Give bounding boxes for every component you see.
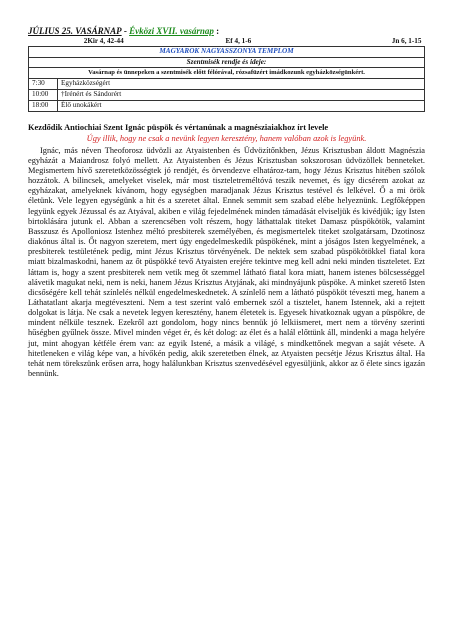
schedule-heading: Szentmisék rendje és ideje: [29, 57, 425, 67]
mass-time: 10:00 [29, 89, 58, 100]
article-motto: Úgy illik, hogy ne csak a nevünk legyen keresztény, hanem valóban azok is legyünk. [86, 133, 367, 143]
date-header [28, 26, 425, 37]
bulletin-page [28, 26, 425, 379]
mass-row [29, 89, 425, 100]
church-name: MAGYAROK NAGYASSZONYA TEMPLOM [29, 47, 425, 57]
mass-intention: Élő unokákért [58, 100, 425, 111]
schedule-table [28, 37, 425, 112]
mass-intention: Egyházközségért [58, 78, 425, 89]
rosary-notice: Vasárnap és ünnepeken a szentmisék előtt félórával, rózsafüzért imádkozunk egyházközségünkért. [29, 68, 425, 78]
date-text: JÚLIUS 25. VASÁRNAP [28, 26, 122, 36]
mass-row [29, 78, 425, 89]
article-body: Ignác, más néven Theoforosz üdvözli az Atyaistenben és Üdvözítőnkben, Jézus Krisztusban áldott Magnészia egyházát a Maiandrosz folyó mellett. Az Atyaistenben és Jézus Krisztusban sokszorosan üdvözöllek benneteket. Megismertem hívő szeretetközösségtek jó rendjét, és örvendezve elhatároz-tam, hogy Jézus Krisztus hitében szólok hozzátok. A bilincsek, amelyeket viselek, már most tiszteletreméltóvá teszik nevemet, és így dicsérem azokat az egyházakat, amelyeknek kívánom, hogy egységben maradjanak Jézus Krisztus testével és lelkével. Ő a mi örök életünk. Vele legyen egységünk a hit és a szeretet által. Ennek semmit sem szabad elébe helyeznünk. Legfőképpen legyünk egyek Jézussal és az Atyával, akiben e világ fejedelmének minden támadását elviseljük és kivédjük; így Isten birtoklására jutunk el. Abban a szerencsében volt részem, hogy láthattalak titeket Damasz püspökötök, valamint Basszusz és Apolloniosz Istenhez méltó presbiterek személyében, és megismertelek titeket szolgatársam, Dzotinosz diakónus által is. Őt nagyon szeretem, mert úgy engedelmeskedik püspökének, mint a jóságos Isten kegyelmének, a presbiterek testületének pedig, mint Jézus Krisztus törvényének. De nektek sem szabad püspökötökkel fiatal kora miatt bizalmaskodni, hanem az őt püspökké tevő Atyaisten erejére tekintve meg kell adni neki minden tiszteletet. Ezt láttam is, hogy a szent presbiterek nem vetik meg őt szemmel látható fiatal kora miatt, hanem istenes bölcsességgel alávetik magukat neki, nem is neki, hanem Jézus Krisztus Atyjának, aki mindnyájunk püspöke. A minket szerető Isten dicsőségére kell tehát színlelés nélkül engedelmeskednetek. A színlelő nem a látható püspököt téveszti meg, hanem a Láthatatlant akarja megtéveszteni. Nem a test szerint való embernek szól a tisztelet, hanem Istennek, aki a rejtett dolgokat is látja. Ne csak a nevetek legyen keresztény, hanem életetek is. Egyesek hivatkoznak ugyan a püspökre, de mindent nélküle tesznek. Ezekről azt gondolom, hogy nincs bennük jó lelkiismeret, mert nem a törvény szerinti hűségben gyűlnek össze. Mivel minden véget ér, és két dolog: az élet és a halál előttünk áll, mindenki a maga helyére jut, mint ahogyan kétféle érem van: az egyik Istené, a másik a világé, s mindkettőnek megvan a saját vésete. A hitetleneken e világ képe van, a hívőkén pedig, akik szeretetben élnek, az Atyaisten pecsétje Jézus Krisztus által. Ha tehát nem törekszünk erősen arra, hogy halálunkban Krisztus szenvedésével egyesüljünk, akkor az ő élete sincs igazán bennünk. [28, 145, 425, 379]
mass-intention: †Irénért és Sándorért [58, 89, 425, 100]
feast-name: Évközi XVII. vasárnap [129, 26, 214, 36]
first-reading: 2Kir 4, 42-44 [83, 37, 124, 45]
mass-time: 7:30 [29, 78, 58, 89]
header-trailing: : [213, 26, 220, 36]
mass-row [29, 100, 425, 111]
mass-time: 18:00 [29, 100, 58, 111]
header-separator: - [121, 26, 130, 36]
readings-row [29, 37, 425, 47]
second-reading: Ef 4, 1-6 [225, 37, 252, 45]
article-title: Kezdődik Antiochiai Szent Ignác püspök és vértanúnak a magnésziaiakhoz írt levele [28, 122, 329, 132]
gospel-reading: Jn 6, 1-15 [391, 37, 422, 45]
